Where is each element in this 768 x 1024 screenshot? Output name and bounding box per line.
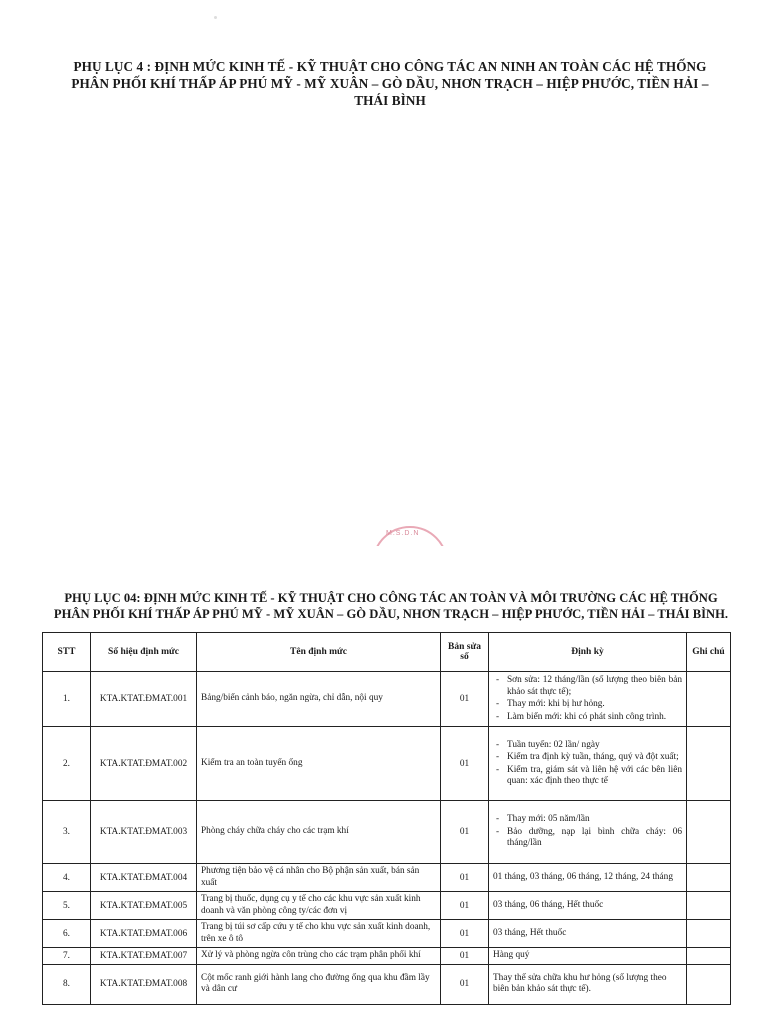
period-text: 03 tháng, Hết thuốc [493,927,567,938]
cell-code: KTA.KTAT.ĐMAT.004 [91,864,197,892]
table-row [43,964,731,1004]
cell-stt: 6. [43,920,91,948]
period-text: Thay thế sửa chữa khu hư hỏng (số lượng theo biên bản khảo sát thực tế). [493,972,667,994]
cell-note [687,727,731,801]
cell-stt: 2. [43,727,91,801]
period-item: - Thay mới: 05 năm/lần [493,814,682,826]
cell-name: Bảng/biển cảnh báo, ngăn ngừa, chỉ dẫn, nội quy [197,672,441,727]
cell-stt: 1. [43,672,91,727]
cell-version: 01 [441,948,489,965]
cell-period [489,801,687,864]
cell-period [489,920,687,948]
period-item: - Làm biển mới: khi có phát sinh công trình. [493,712,682,724]
table-row [43,864,731,892]
cell-stt: 8. [43,964,91,1004]
seal-text: M.S.D.N [386,530,420,537]
cell-note [687,920,731,948]
cell-note [687,801,731,864]
cell-stt: 3. [43,801,91,864]
col-header-version: Bản sửa số [441,633,489,672]
cell-version: 01 [441,864,489,892]
table-row [43,920,731,948]
table-row [43,672,731,727]
cell-period [489,964,687,1004]
period-item: - Sơn sửa: 12 tháng/lần (số lượng theo biên bản khảo sát thực tế); [493,675,682,698]
cell-name: Cột mốc ranh giới hành lang cho đường ống qua khu đầm lầy và dân cư [197,964,441,1004]
period-text: 01 tháng, 03 tháng, 06 tháng, 12 tháng, 24 tháng [493,871,673,882]
cell-code: KTA.KTAT.ĐMAT.008 [91,964,197,1004]
cell-note [687,892,731,920]
cell-code: KTA.KTAT.ĐMAT.007 [91,948,197,965]
cell-name: Phương tiện bảo vệ cá nhân cho Bộ phận sản xuất, bán sản xuất [197,864,441,892]
cell-code: KTA.KTAT.ĐMAT.002 [91,727,197,801]
cell-note [687,672,731,727]
cell-name: Trang bị thuốc, dụng cụ y tế cho các khu vực sản xuất kinh doanh và văn phòng công ty/các đơn vị [197,892,441,920]
col-header-code: Số hiệu định mức [91,633,197,672]
table-row [43,801,731,864]
cell-code: KTA.KTAT.ĐMAT.003 [91,801,197,864]
appendix-heading-top: PHỤ LỤC 4 : ĐỊNH MỨC KINH TẾ - KỸ THUẬT CHO CÔNG TÁC AN NINH AN TOÀN CÁC HỆ THỐNG PHÂN PHỐI KHÍ THẤP ÁP PHÚ MỸ - MỸ XUÂN – GÒ DẦU, NHƠN TRẠCH – HIỆP PHƯỚC, TIỀN HẢI – THÁI BÌNH [71,59,709,108]
cell-version: 01 [441,964,489,1004]
cell-version: 01 [441,801,489,864]
table-row [43,892,731,920]
period-item: - Kiểm tra, giám sát và liên hệ với các bên liên quan: xác định theo thực tế [493,765,682,788]
cell-name: Kiểm tra an toàn tuyến ống [197,727,441,801]
table-row [43,727,731,801]
cell-name: Trang bị túi sơ cấp cứu y tế cho khu vực sản xuất kinh doanh, trên xe ô tô [197,920,441,948]
cell-stt: 4. [43,864,91,892]
cell-period [489,672,687,727]
scan-speck [214,16,217,19]
period-item: - Kiểm tra định kỳ tuần, tháng, quý và đột xuất; [493,752,682,764]
cell-version: 01 [441,727,489,801]
cell-period [489,727,687,801]
cell-version: 01 [441,672,489,727]
col-header-note: Ghi chú [687,633,731,672]
table-header-row [43,633,731,672]
period-text: Hàng quý [493,950,530,960]
seal-stamp [368,526,452,546]
col-header-name: Tên định mức [197,633,441,672]
appendix-heading-table: PHỤ LỤC 04: ĐỊNH MỨC KINH TẾ - KỸ THUẬT CHO CÔNG TÁC AN TOÀN VÀ MÔI TRƯỜNG CÁC HỆ THỐNG PHÂN PHỐI KHÍ THẤP ÁP PHÚ MỸ - MỸ XUÂN – GÒ DẦU, NHƠN TRẠCH – HIỆP PHƯỚC, TIỀN HẢI – THÁI BÌNH. [53,591,729,621]
cell-stt: 5. [43,892,91,920]
cell-note [687,948,731,965]
col-header-stt: STT [43,633,91,672]
norms-table [42,632,731,1005]
period-item: - Tuần tuyến: 02 lần/ ngày [493,740,682,752]
cell-period [489,948,687,965]
period-item: - Thay mới: khi bị hư hỏng. [493,699,682,711]
cell-code: KTA.KTAT.ĐMAT.001 [91,672,197,727]
cell-period [489,892,687,920]
cell-note [687,964,731,1004]
cell-code: KTA.KTAT.ĐMAT.005 [91,892,197,920]
cell-version: 01 [441,892,489,920]
period-text: 03 tháng, 06 tháng, Hết thuốc [493,899,604,910]
period-item: - Bảo dưỡng, nạp lại bình chữa cháy: 06 tháng/lần [493,827,682,850]
cell-stt: 7. [43,948,91,965]
table-row [43,948,731,965]
cell-version: 01 [441,920,489,948]
cell-period [489,864,687,892]
cell-code: KTA.KTAT.ĐMAT.006 [91,920,197,948]
cell-name: Phòng cháy chữa cháy cho các trạm khí [197,801,441,864]
cell-name: Xử lý và phòng ngừa côn trùng cho các trạm phân phối khí [197,948,441,965]
col-header-period: Định kỳ [489,633,687,672]
cell-note [687,864,731,892]
